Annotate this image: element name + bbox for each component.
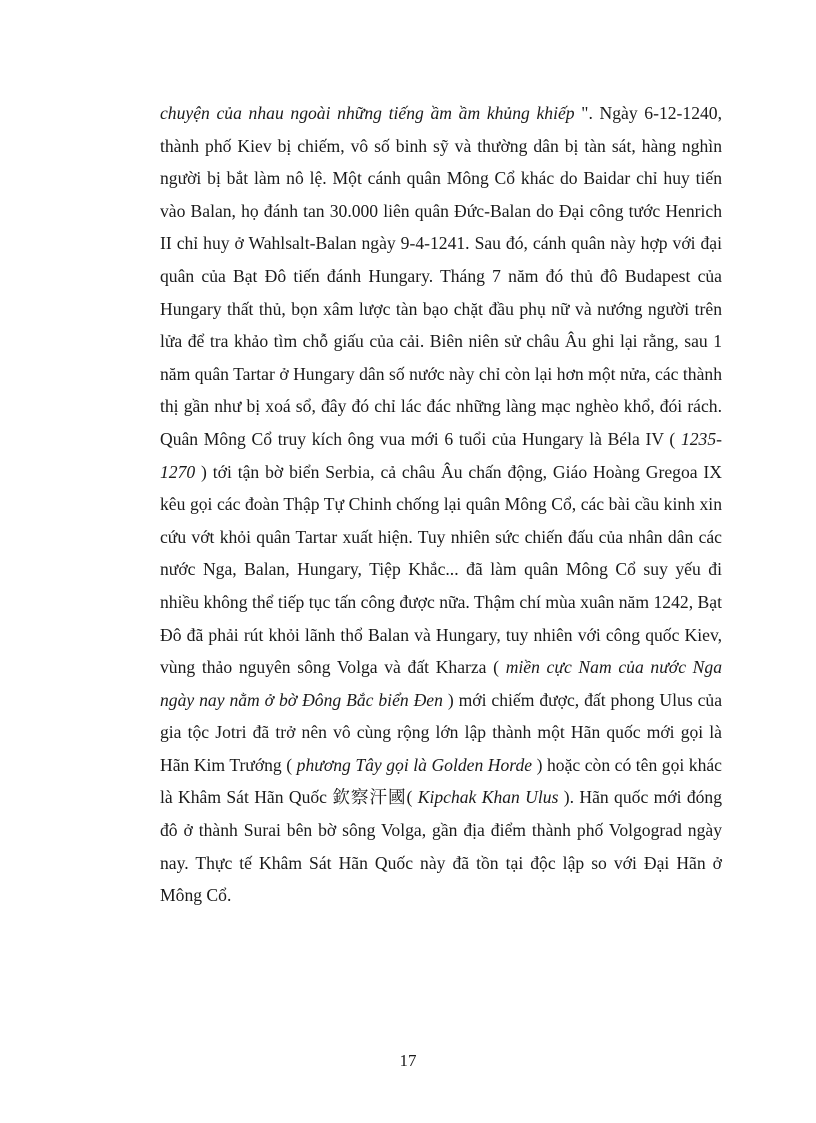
italic-kipchak-name: Kipchak Khan Ulus (417, 787, 559, 808)
page-number: 17 (399, 1051, 417, 1070)
text-run: ) hoặc còn có tên gọi khác là Khâm Sát Hãn Quốc (160, 754, 722, 808)
text-run: ). Hãn quốc mới đóng đô ở thành Surai bên bờ sông Volga, gần địa điểm thành phố Volgograd ngày nay. Thực tế Khâm Sát Hãn Quốc này đã tồn tại độc lập so với Đại Hãn ở Mông Cổ. (160, 787, 723, 906)
body-paragraph (160, 97, 722, 912)
text-run: ( (406, 787, 418, 808)
italic-reign-years: 1235-1270 (160, 428, 722, 482)
italic-golden-horde-note: phương Tây gọi là Golden Horde (296, 754, 533, 775)
text-run: ". Ngày 6-12-1240, thành phố Kiev bị chiếm, vô số binh sỹ và thường dân bị tàn sát, hàng nghìn người bị bắt làm nô lệ. Một cánh quân Mông Cổ khác do Baidar chỉ huy tiến vào Balan, họ đánh tan 30.000 liên quân Đức-Balan do Đại công tước Henrich II chỉ huy ở Wahlsalt-Balan ngày 9-4-1241. Sau đó, cánh quân này hợp với đại quân của Bạt Đô tiến đánh Hungary. Tháng 7 năm đó thủ đô Budapest của Hungary thất thủ, bọn xâm lược tàn bạo chặt đầu phụ nữ và nướng người trên lửa để tra khảo tìm chỗ giấu của cải. Biên niên sử châu Âu ghi lại rằng, sau 1 năm quân Tartar ở Hungary dân số nước này chỉ còn lại hơn một nửa, các thành thị gần như bị xoá sổ, đây đó chỉ lác đác những làng mạc nghèo khổ, đói rách. Quân Mông Cổ truy kích ông vua mới 6 tuổi của Hungary là Béla IV ( (160, 103, 722, 449)
text-run: ) mới chiếm được, đất phong Ulus của gia tộc Jotri đã trở nên vô cùng rộng lớn lập thành một Hãn quốc mới gọi là Hãn Kim Trướng ( (160, 689, 723, 775)
italic-quote: chuyện của nhau ngoài những tiếng ầm ầm khủng khiếp (160, 103, 575, 123)
italic-kharza-note: miền cực Nam của nước Nga ngày nay nằm ở bờ Đông Bắc biển Đen (160, 657, 722, 710)
text-run: ) tới tận bờ biển Serbia, cả châu Âu chấn động, Giáo Hoàng Gregoa IX kêu gọi các đoàn Thập Tự Chinh chống lại quân Mông Cổ, các bài cầu kinh xin cứu vớt khỏi quân Tartar xuất hiện. Tuy nhiên sức chiến đấu của nhân dân các nước Nga, Balan, Hungary, Tiệp Khắc... đã làm quân Mông Cổ suy yếu đi nhiều không thể tiếp tục tấn công được nữa. Thậm chí mùa xuân năm 1242, Bạt Đô đã phải rút khỏi lãnh thổ Balan và Hungary, tuy nhiên với công quốc Kiev, vùng thảo nguyên sông Volga và đất Kharza ( (160, 461, 722, 678)
chinese-name: 欽察汗國 (332, 787, 407, 808)
